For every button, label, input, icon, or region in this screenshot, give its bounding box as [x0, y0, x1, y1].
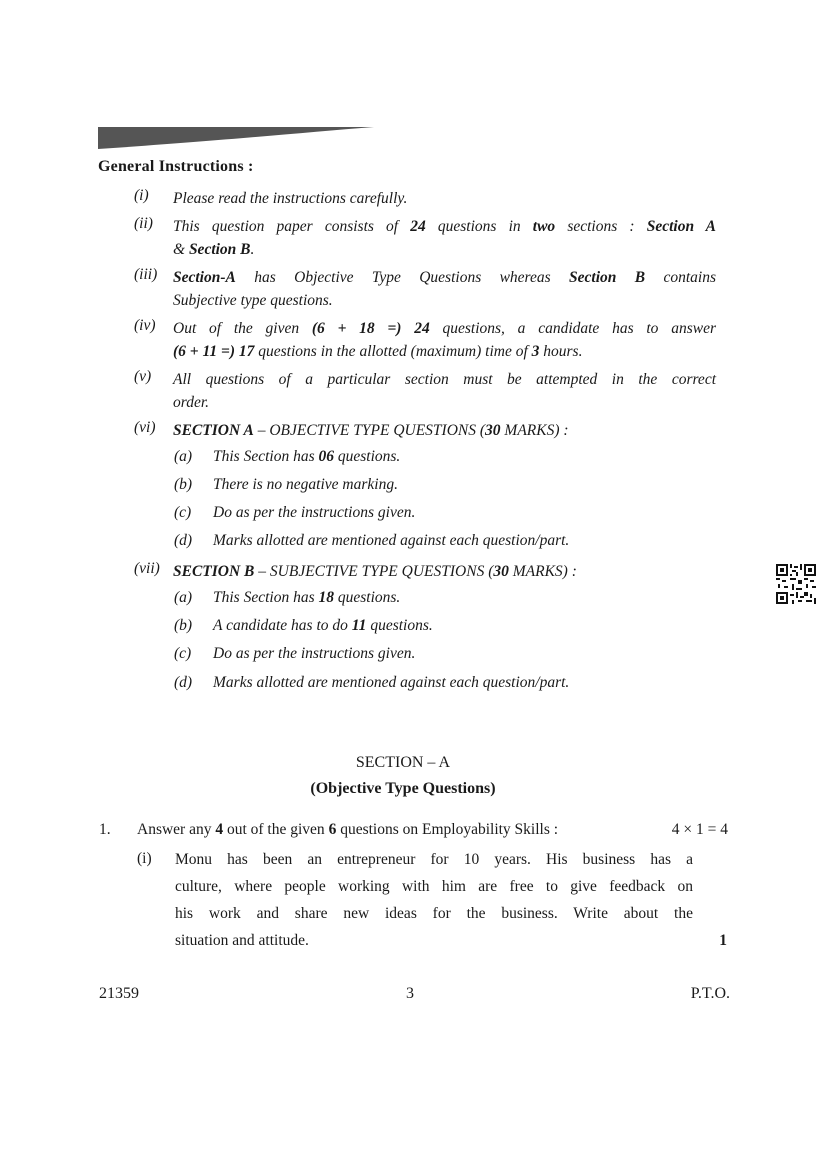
section-a-subheading: (Objective Type Questions): [310, 780, 496, 797]
instruction-6: SECTION A – OBJECTIVE TYPE QUESTIONS (30 MARKS) :: [173, 422, 569, 439]
header-banner: [98, 127, 374, 149]
sub-question-line: his work and share new ideas for the business. Write about the: [175, 905, 693, 922]
section-a-sub-a: This Section has 06 questions.: [213, 448, 401, 465]
section-b-sub-d: Marks allotted are mentioned against each question/part.: [213, 674, 570, 691]
sub-instruction-number: (a): [174, 448, 193, 465]
instruction-5-line1: All questions of a particular section must be attempted in the correct: [173, 371, 716, 388]
paper-code: 21359: [99, 985, 139, 1002]
question-number: 1.: [99, 821, 111, 838]
instruction-1: Please read the instructions carefully.: [173, 190, 408, 207]
sub-instruction-number: (c): [174, 504, 192, 521]
instruction-number: (vi): [134, 419, 156, 436]
instruction-3-line2: Subjective type questions.: [173, 292, 333, 309]
section-b-sub-c: Do as per the instructions given.: [213, 645, 416, 662]
sub-instruction-number: (b): [174, 617, 193, 634]
instruction-number: (vii): [134, 560, 160, 577]
sub-instruction-number: (a): [174, 589, 193, 606]
sub-question-marks: 1: [719, 932, 727, 949]
section-b-sub-a: This Section has 18 questions.: [213, 589, 401, 606]
instruction-number: (iii): [134, 266, 158, 283]
instruction-4-line1: Out of the given (6 + 18 =) 24 questions, a candidate has to answer: [173, 320, 716, 337]
instruction-number: (v): [134, 368, 152, 385]
section-b-sub-b: A candidate has to do 11 questions.: [213, 617, 433, 634]
instruction-3-line1: Section-A has Objective Type Questions whereas Section B contains: [173, 269, 717, 286]
instruction-7: SECTION B – SUBJECTIVE TYPE QUESTIONS (30 MARKS) :: [173, 563, 577, 580]
sub-question-number: (i): [137, 850, 152, 867]
sub-instruction-number: (c): [174, 645, 192, 662]
page-number: 3: [406, 985, 414, 1002]
pto-label: P.T.O.: [690, 985, 730, 1002]
instruction-5-line2: order.: [173, 394, 210, 411]
section-a-sub-d: Marks allotted are mentioned against each question/part.: [213, 532, 570, 549]
sub-instruction-number: (d): [174, 532, 193, 549]
general-instructions-title: General Instructions :: [98, 158, 254, 175]
qr-code-icon: [776, 564, 816, 604]
section-a-sub-c: Do as per the instructions given.: [213, 504, 416, 521]
section-a-sub-b: There is no negative marking.: [213, 476, 398, 493]
sub-question-line: culture, where people working with him are free to give feedback on: [175, 878, 693, 895]
question-text: Answer any 4 out of the given 6 questions on Employability Skills :: [137, 821, 559, 838]
section-a-heading: SECTION – A: [355, 754, 451, 771]
sub-instruction-number: (b): [174, 476, 193, 493]
question-marks: 4 × 1 = 4: [671, 821, 728, 838]
instruction-2-line1: This question paper consists of 24 questions in two sections : Section A: [173, 218, 716, 235]
sub-question-line: Monu has been an entrepreneur for 10 years. His business has a: [175, 851, 693, 868]
instruction-number: (ii): [134, 215, 153, 232]
sub-question-line: situation and attitude.: [175, 932, 309, 949]
instruction-number: (iv): [134, 317, 156, 334]
instruction-4-line2: (6 + 11 =) 17 questions in the allotted (maximum) time of 3 hours.: [173, 343, 583, 360]
sub-instruction-number: (d): [174, 674, 193, 691]
instruction-2-line2: & Section B.: [173, 241, 255, 258]
instruction-number: (i): [134, 187, 149, 204]
